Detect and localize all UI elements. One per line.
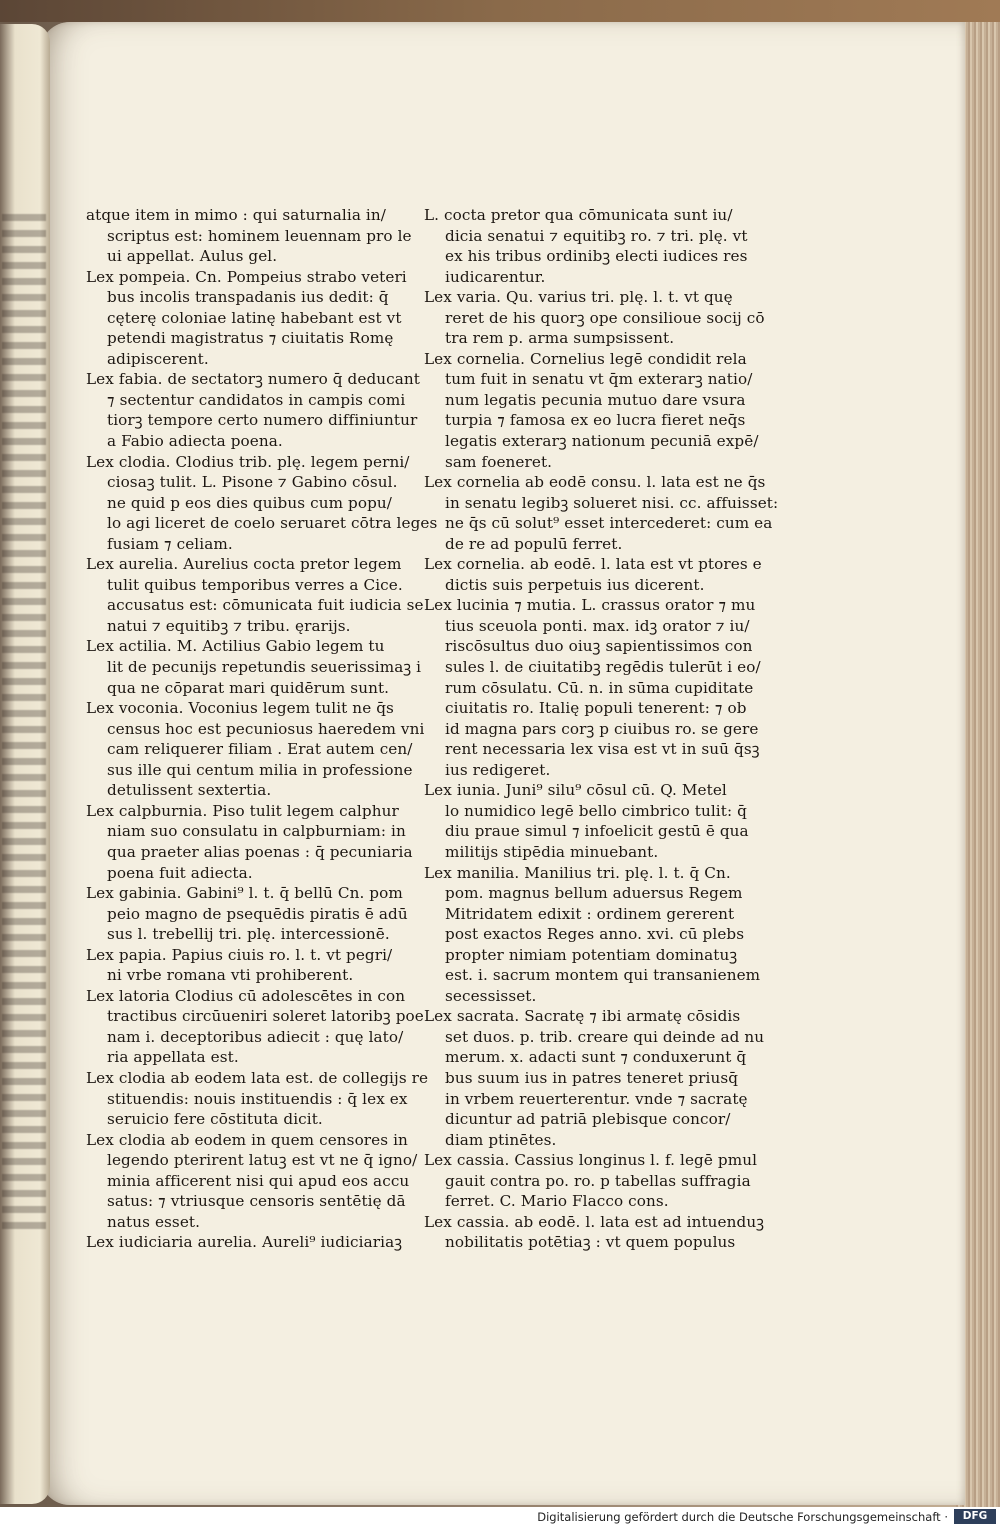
text-line: rent necessaria lex visa est vt in suū q̄sꝫ xyxy=(445,740,760,759)
text-line: Lex iudiciaria aurelia. Aureli⁹ iudiciariaꝫ xyxy=(86,1233,403,1252)
text-line: legendo pterirent latuꝫ est vt ne q̄ igno/ xyxy=(107,1151,418,1170)
text-line: Lex aurelia. Aurelius cocta pretor legem xyxy=(86,555,402,574)
text-line: Lex actilia. M. Actilius Gabio legem tu xyxy=(86,637,385,656)
text-line: sules l. de ciuitatibꝫ regēdis tulerūt i eo/ xyxy=(445,658,761,677)
text-line: ⁊ sectentur candidatos in campis comi xyxy=(107,390,406,409)
dfg-logo: DFG xyxy=(954,1509,996,1524)
text-line: Lex cornelia. ab eodē. l. lata est vt ptores e xyxy=(424,555,762,574)
text-line: Lex cornelia ab eodē consu. l. lata est ne q̄s xyxy=(424,473,766,492)
text-line: Lex sacrata. Sacratę ⁊ ibi armatę cōsidis xyxy=(424,1007,741,1026)
text-line: fusiam ⁊ celiam. xyxy=(107,534,233,553)
text-line: lit de pecunijs repetundis seuerissimaꝫ i xyxy=(107,658,422,677)
text-line: tulit quibus temporibus verres a Cice. xyxy=(107,575,403,594)
text-line: niam suo consulatu in calpburniam: in xyxy=(107,822,406,841)
text-line: bus suum ius in patres teneret priusq̄ xyxy=(445,1068,739,1087)
text-line: cam reliquerer filiam . Erat autem cen/ xyxy=(107,740,413,759)
previous-page-text-bleed xyxy=(2,214,46,1234)
footer-credit-text: Digitalisierung gefördert durch die Deutsche Forschungsgemeinschaft · xyxy=(537,1510,948,1524)
text-line: gauit contra po. ro. p tabellas suffragia xyxy=(445,1171,751,1190)
text-line: merum. x. adacti sunt ⁊ conduxerunt q̄ xyxy=(445,1048,747,1067)
text-line: ciuitatis ro. Italię populi tenerent: ⁊ ob xyxy=(445,699,747,718)
text-line: qua ne cōparat mari quidērum sunt. xyxy=(107,678,390,697)
text-line: tiorꝫ tempore certo numero diffiniuntur xyxy=(107,411,418,430)
text-line: tum fuit in senatu vt q̄m exterarꝫ natio/ xyxy=(445,370,753,389)
text-line: natus esset. xyxy=(107,1212,201,1231)
text-line: militijs stipēdia minuebant. xyxy=(445,842,659,861)
text-line: reret de his quorꝫ ope consilioue socij cō xyxy=(445,308,765,327)
text-line: in vrbem reuerterentur. vnde ⁊ sacratę xyxy=(445,1089,748,1108)
text-line: tius sceuola ponti. max. idꝫ orator ⁊ iu/ xyxy=(445,616,750,635)
text-line: poena fuit adiecta. xyxy=(107,863,253,882)
text-line: propter nimiam potentiam dominatuꝫ xyxy=(445,945,738,964)
text-line: diu praue simul ⁊ infoelicit gestū ē qua xyxy=(445,822,749,841)
text-line: seruicio fere cōstituta dicit. xyxy=(107,1110,323,1129)
left-text-column xyxy=(86,205,438,1253)
text-line: sam foeneret. xyxy=(445,452,553,471)
text-line: secessisset. xyxy=(445,986,537,1005)
text-line: iudicarentur. xyxy=(445,267,546,286)
text-line: Lex clodia ab eodem in quem censores in xyxy=(86,1130,408,1149)
text-line: lo numidico legē bello cimbrico tulit: q̄ xyxy=(445,801,747,820)
text-line: num legatis pecunia mutuo dare vsura xyxy=(445,390,746,409)
text-line: ni vrbe romana vti prohiberent. xyxy=(107,966,354,985)
text-line: ui appellat. Aulus gel. xyxy=(107,247,278,266)
text-line: ria appellata est. xyxy=(107,1048,239,1067)
text-line: riscōsultus duo oiuꝫ sapientissimos con xyxy=(445,637,753,656)
text-line: qua praeter alias poenas : q̄ pecuniaria xyxy=(107,842,413,861)
text-line: Mitridatem edixit : ordinem gererent xyxy=(445,904,735,923)
text-line: Lex lucinia ⁊ mutia. L. crassus orator ⁊ mu xyxy=(424,596,756,615)
text-line: L. cocta pretor qua cōmunicata sunt iu/ xyxy=(424,206,733,224)
text-line: Lex cornelia. Cornelius legē condidit rela xyxy=(424,349,747,368)
text-line: in senatu legibꝫ solueret nisi. cc. affuisset: xyxy=(445,493,779,512)
text-line: rum cōsulatu. Cū. n. in sūma cupiditate xyxy=(445,678,754,697)
right-text-column xyxy=(424,205,779,1253)
text-line: satus: ⁊ vtriusque censoris sentētię dā xyxy=(107,1192,406,1211)
text-line: Lex clodia ab eodem lata est. de collegijs re xyxy=(86,1068,429,1087)
text-line: dictis suis perpetuis ius dicerent. xyxy=(445,575,705,594)
text-line: post exactos Reges anno. xvi. cū plebs xyxy=(445,925,745,944)
text-line: Lex calpburnia. Piso tulit legem calphur xyxy=(86,801,399,820)
digitization-footer xyxy=(0,1507,1000,1527)
text-line: diam ptinētes. xyxy=(445,1130,557,1149)
text-line: Lex cassia. Cassius longinus l. f. legē pmul xyxy=(424,1151,758,1170)
text-line: Lex varia. Qu. varius tri. plę. l. t. vt quę xyxy=(424,288,733,307)
text-line: sus ille qui centum milia in professione xyxy=(107,760,413,779)
text-line: Lex papia. Papius ciuis ro. l. t. vt pegri/ xyxy=(86,945,393,964)
text-line: Lex iunia. Juni⁹ silu⁹ cōsul cū. Q. Metel xyxy=(424,781,727,800)
text-line: atque item in mimo : qui saturnalia in/ xyxy=(86,206,386,224)
text-line: legatis exterarꝫ nationum pecuniā expē/ xyxy=(445,432,759,451)
text-line: ius redigeret. xyxy=(445,760,551,779)
text-line: turpia ⁊ famosa ex eo lucra fieret neq̄s xyxy=(445,411,746,430)
text-line: nobilitatis potētiaꝫ : vt quem populus xyxy=(445,1233,736,1252)
text-line: minia afficerent nisi qui apud eos accu xyxy=(107,1171,410,1190)
text-line: peio magno de psequēdis piratis ē adū xyxy=(107,904,408,923)
text-line: tra rem p. arma sumpsissent. xyxy=(445,329,675,348)
text-line: id magna pars corꝫ p ciuibus ro. se gere xyxy=(445,719,759,738)
text-line: Lex manilia. Manilius tri. plę. l. t. q̄ Cn. xyxy=(424,863,731,882)
text-line: ex his tribus ordinibꝫ electi iudices res xyxy=(445,247,748,266)
text-line: a Fabio adiecta poena. xyxy=(107,432,283,451)
text-line: Lex voconia. Voconius legem tulit ne q̄s xyxy=(86,699,394,718)
text-line: ne q̄s cū solut⁹ esset intercederet: cum ea xyxy=(445,514,773,533)
text-line: tractibus circūueniri soleret latoribꝫ poe xyxy=(107,1007,424,1026)
text-line: Lex pompeia. Cn. Pompeius strabo veteri xyxy=(86,267,407,286)
text-line: census hoc est pecuniosus haeredem vni xyxy=(107,719,425,738)
book-cover-edge xyxy=(0,0,1000,22)
text-line: Lex cassia. ab eodē. l. lata est ad intuenduꝫ xyxy=(424,1212,765,1231)
text-line: nam i. deceptoribus adiecit : quę lato/ xyxy=(107,1027,404,1046)
text-line: Lex clodia. Clodius trib. plę. legem perni/ xyxy=(86,452,410,471)
text-line: scriptus est: hominem leuennam pro le xyxy=(107,226,412,245)
text-line: ciosaꝫ tulit. L. Pisone ⁊ Gabino cōsul. xyxy=(107,473,398,492)
text-line: Lex gabinia. Gabini⁹ l. t. q̄ bellū Cn. pom xyxy=(86,884,403,903)
text-line: dicia senatui ⁊ equitibꝫ ro. ⁊ tri. plę. vt xyxy=(445,226,748,245)
text-line: pom. magnus bellum aduersus Regem xyxy=(445,884,743,903)
text-line: accusatus est: cōmunicata fuit iudicia se xyxy=(107,596,424,615)
text-line: Lex fabia. de sectatorꝫ numero q̄ deducant xyxy=(86,370,421,389)
text-line: de re ad populū ferret. xyxy=(445,534,623,553)
text-line: est. i. sacrum montem qui transanienem xyxy=(445,966,761,985)
text-line: petendi magistratus ⁊ ciuitatis Romę xyxy=(107,329,394,348)
text-line: lo agi liceret de coelo seruaret cōtra leges xyxy=(107,514,438,533)
text-line: natui ⁊ equitibꝫ ⁊ tribu. ęrarijs. xyxy=(107,616,351,635)
text-line: adipiscerent. xyxy=(107,349,209,368)
text-line: detulissent sextertia. xyxy=(107,781,272,800)
text-line: dicuntur ad patriā plebisque concor/ xyxy=(445,1110,731,1129)
previous-page-edge xyxy=(0,24,50,1504)
text-line: ferret. C. Mario Flacco cons. xyxy=(445,1192,669,1211)
text-line: sus l. trebellij tri. plę. intercessionē. xyxy=(107,925,390,944)
text-line: stituendis: nouis instituendis : q̄ lex ex xyxy=(107,1089,408,1108)
text-line: ne quid p eos dies quibus cum popu/ xyxy=(107,493,392,512)
text-line: bus incolis transpadanis ius dedit: q̄ xyxy=(107,288,389,307)
text-line: Lex latoria Clodius cū adolescētes in con xyxy=(86,986,406,1005)
text-line: cęterę coloniae latinę habebant est vt xyxy=(107,308,402,327)
text-line: set duos. p. trib. creare qui deinde ad nu xyxy=(445,1027,765,1046)
